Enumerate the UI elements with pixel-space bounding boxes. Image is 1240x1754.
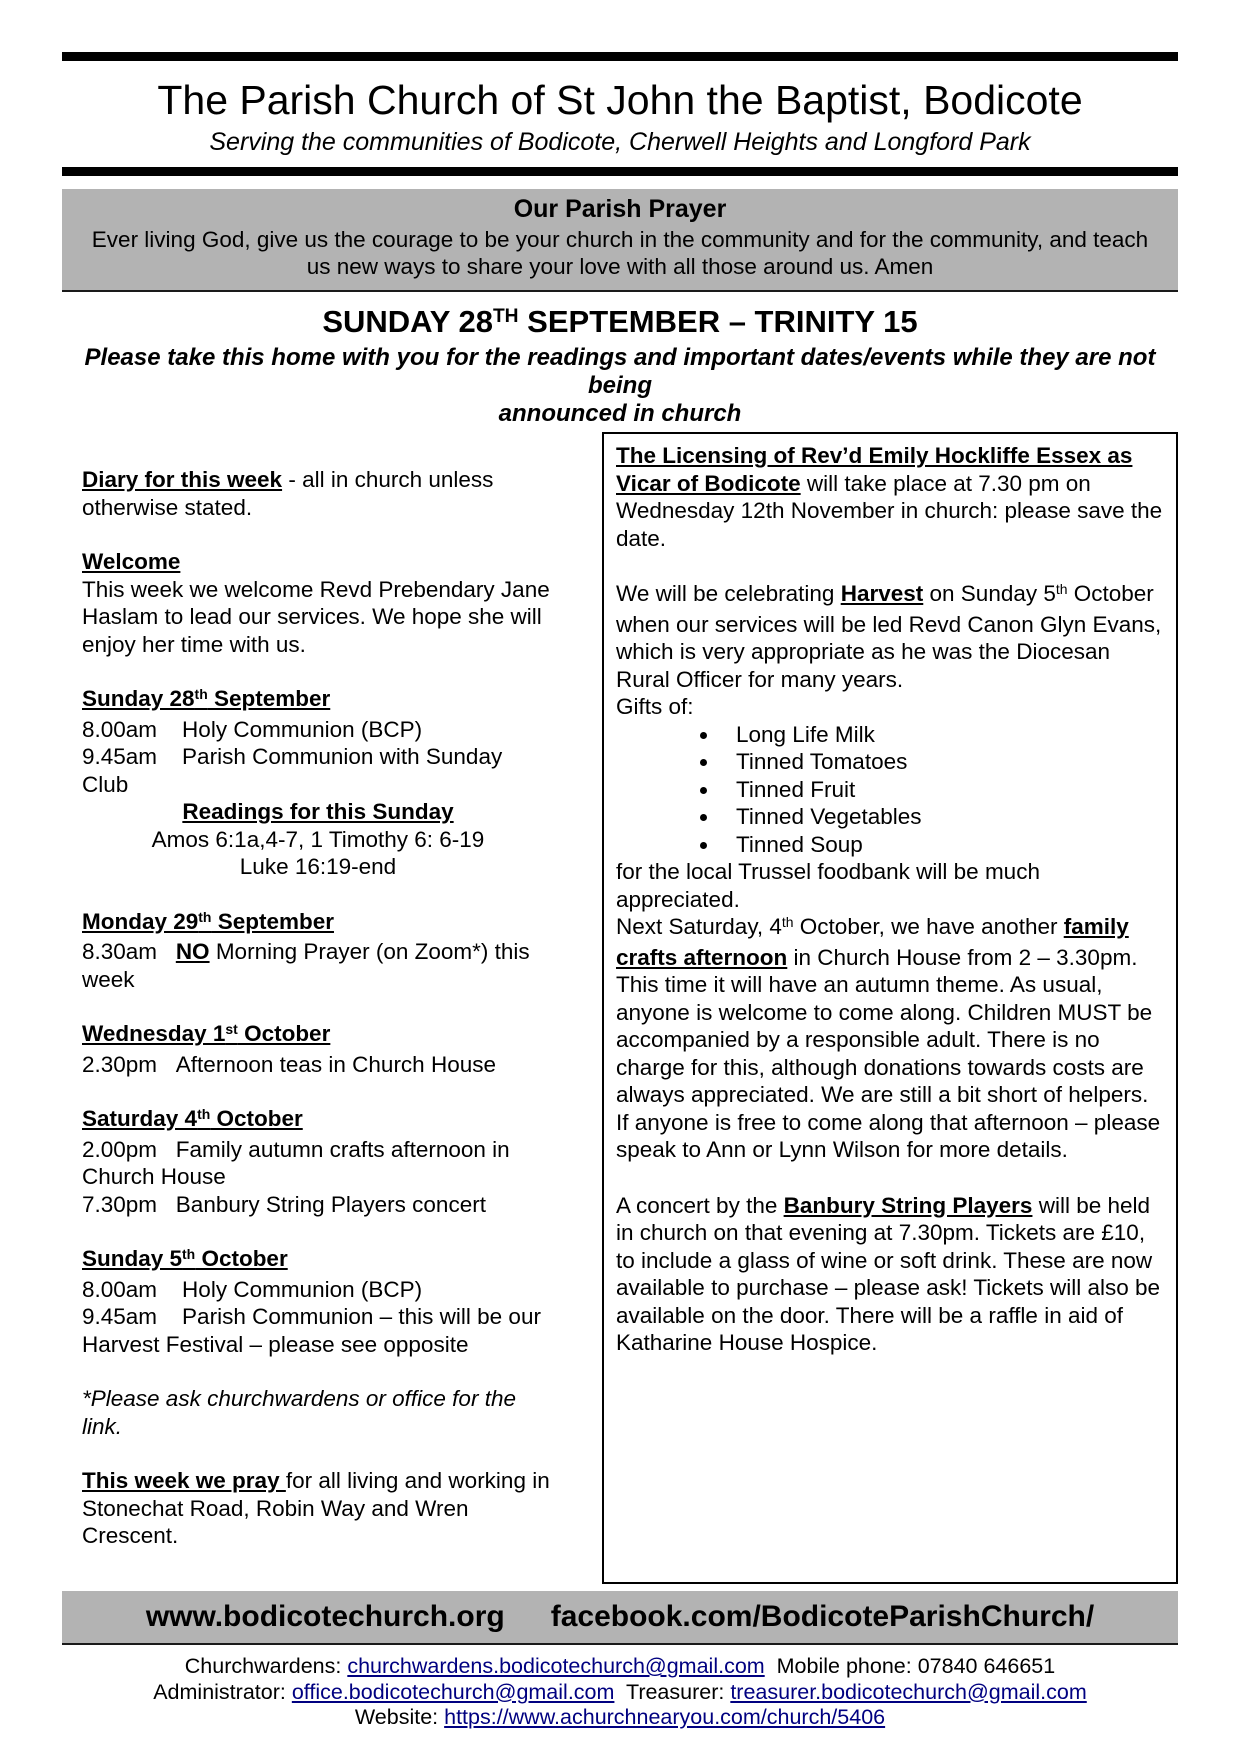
diary-section-monday-29 <box>82 908 554 994</box>
page-subtitle: Serving the communities of Bodicote, Cherwell Heights and Longford Park <box>209 128 1031 156</box>
ordinal-superscript: th <box>194 686 208 703</box>
treasurer-email-link[interactable]: treasurer.bodicotechurch@gmail.com <box>730 1679 1087 1704</box>
administrator-email-link[interactable]: office.bodicotechurch@gmail.com <box>291 1679 615 1704</box>
diary-entry: 8.00am Holy Communion (BCP) <box>82 1276 423 1302</box>
ordinal-superscript: th <box>182 1246 196 1263</box>
two-column-layout <box>62 432 1178 1584</box>
contact-line-admin-treasurer: Administrator: office.bodicotechurch@gmail.com Treasurer: treasurer.bodicotechurch@gmail.com <box>153 1679 1087 1704</box>
diary-entry: 9.45am Parish Communion with Sunday Club <box>82 744 503 797</box>
ordinal-superscript: th <box>197 1106 211 1123</box>
parish-prayer-box <box>62 189 1178 292</box>
top-rule <box>62 52 1178 61</box>
ordinal-superscript: st <box>225 1021 238 1038</box>
mobile-number: 07840 646651 <box>917 1654 1056 1678</box>
licensing-heading: The Licensing of Rev’d Emily Hockliffe Essex as Vicar of Bodicote <box>616 443 1133 496</box>
this-week-we-pray-heading: This week we pray <box>82 1468 286 1493</box>
ordinal-superscript: th <box>198 908 212 925</box>
list-item: • Tinned Fruit <box>720 776 1164 804</box>
diary-entry: 9.45am Parish Communion – this will be our Harvest Festival – please see opposite <box>82 1304 541 1357</box>
diary-entry: 8.30am NO Morning Prayer (on Zoom*) this week <box>82 939 530 992</box>
no-emphasis: NO <box>175 939 210 964</box>
gifts-after-text: for the local Trussel foodbank will be much appreciated. <box>616 859 1040 912</box>
readings-line: Amos 6:1a,4-7, 1 Timothy 6: 6-19 <box>151 826 485 852</box>
contact-line-website: Website: https://www.achurchnearyou.com/church/5406 <box>354 1705 886 1729</box>
diary-entry: 7.30pm Banbury String Players concert <box>82 1191 486 1217</box>
diary-entry: 8.00am Holy Communion (BCP) <box>82 716 423 742</box>
take-home-note <box>62 344 1178 428</box>
readings-line: Luke 16:19-end <box>239 854 397 879</box>
diary-heading-sunday-5: Sunday 5th October <box>82 1246 288 1271</box>
readings-heading: Readings for this Sunday <box>182 799 454 824</box>
header-bottom-rule <box>62 167 1178 176</box>
diary-heading-monday-29: Monday 29th September <box>82 908 334 934</box>
diary-intro-heading: Diary for this week <box>82 467 283 492</box>
list-item: • Long Life Milk <box>720 721 1164 749</box>
diary-section-sunday-28 <box>82 685 554 881</box>
ordinal-superscript: TH <box>492 306 519 328</box>
notice-licensing: The Licensing of Rev’d Emily Hockliffe Essex as Vicar of Bodicote will take place at 7.30 pm on Wednesday 12th November in church: please save the date. <box>616 443 1163 551</box>
diary-entry: 2.30pm Afternoon teas in Church House <box>82 1051 496 1077</box>
service-date-heading: SUNDAY 28TH SEPTEMBER – TRINITY 15 <box>322 304 918 339</box>
ordinal-superscript: th <box>781 914 794 931</box>
crafts-heading: family crafts afternoon <box>616 914 1129 970</box>
prayer-streets: This week we pray for all living and working in Stonechat Road, Robin Way and Wren Crescent. <box>82 1468 550 1548</box>
zoom-link-note: *Please ask churchwardens or office for the link. <box>82 1386 516 1439</box>
welcome-section <box>82 548 554 658</box>
notice-harvest: We will be celebrating Harvest on Sunday 5th October when our services will be led Revd Canon Glyn Evans, which is very appropriate as he was the Diocesan Rural Officer for many years. Gifts of: • Long Life Milk • Tinned Tomatoes • Tinned Fruit • Tinned Vegetables • Tinned Soup for the local Trussel foodbank will be much appreciated. <box>616 580 1164 913</box>
list-item: • Tinned Soup <box>720 831 1164 859</box>
footer-links-bar <box>62 1591 1178 1645</box>
take-home-note-line1: Please take this home with you for the readings and important dates/events while they are not being <box>84 344 1156 399</box>
diary-section-saturday-4 <box>82 1105 554 1218</box>
welcome-heading: Welcome <box>82 549 181 574</box>
churchwardens-email-link[interactable]: churchwardens.bodicotechurch@gmail.com <box>347 1654 765 1678</box>
facebook-text: facebook.com/BodicoteParishChurch/ <box>550 1600 1095 1633</box>
prayer-text: Ever living God, give us the courage to be your church in the community and for the community, and teach us new ways to share your love with all those around us. Amen <box>91 227 1149 279</box>
diary-entry: 2.00pm Family autumn crafts afternoon in Church House <box>82 1136 510 1189</box>
list-item: • Tinned Vegetables <box>720 803 1164 831</box>
harvest-heading: Harvest <box>840 581 924 606</box>
ordinal-superscript: th <box>1055 581 1068 598</box>
diary-column <box>62 432 602 1550</box>
concert-heading: Banbury String Players <box>783 1192 1033 1218</box>
diary-section-sunday-5 <box>82 1245 554 1358</box>
page-title: The Parish Church of St John the Baptist, Bodicote <box>157 77 1083 123</box>
welcome-text: This week we welcome Revd Prebendary Jane Haslam to lead our services. We hope she will enjoy her time with us. <box>82 576 550 657</box>
contact-line-churchwardens: Churchwardens: churchwardens.bodicotechurch@gmail.com Mobile phone: 07840 646651 <box>184 1654 1056 1678</box>
prayer-heading: Our Parish Prayer <box>513 195 727 223</box>
diary-heading-wednesday-1: Wednesday 1st October <box>82 1021 331 1046</box>
diary-intro: Diary for this week - all in church unless otherwise stated. <box>82 467 494 520</box>
notices-panel <box>602 432 1178 1584</box>
website-short-text: www.bodicotechurch.org <box>145 1600 505 1633</box>
gifts-label: Gifts of: <box>616 694 694 719</box>
take-home-note-line2: announced in church <box>498 400 742 427</box>
notice-concert: A concert by the Banbury String Players will be held in church on that evening at 7.30pm. Tickets are £10, to include a glass of wine or soft drink. These are now available to purchase – please ask! Tickets will also be available on the door. There will be a raffle in aid of Katharine House Hospice. <box>616 1192 1161 1355</box>
website-link[interactable]: https://www.achurchnearyou.com/church/5406 <box>444 1705 886 1729</box>
list-item: • Tinned Tomatoes <box>720 748 1164 776</box>
diary-heading-saturday-4: Saturday 4th October <box>82 1106 303 1131</box>
diary-heading-sunday-28: Sunday 28th September <box>82 686 331 711</box>
diary-section-wednesday-1 <box>82 1020 554 1078</box>
contact-block <box>62 1654 1178 1731</box>
gifts-list <box>616 721 1164 859</box>
notice-crafts: Next Saturday, 4th October, we have another family crafts afternoon in Church House from 2 – 3.30pm. This time it will have an autumn theme. As usual, anyone is welcome to come along. Children MUST be accompanied by a responsible adult. There is no charge for this, although donations towards costs are always appreciated. We are still a bit short of helpers. If anyone is free to come along that afternoon – please speak to Ann or Lynn Wilson for more details. <box>616 914 1161 1162</box>
